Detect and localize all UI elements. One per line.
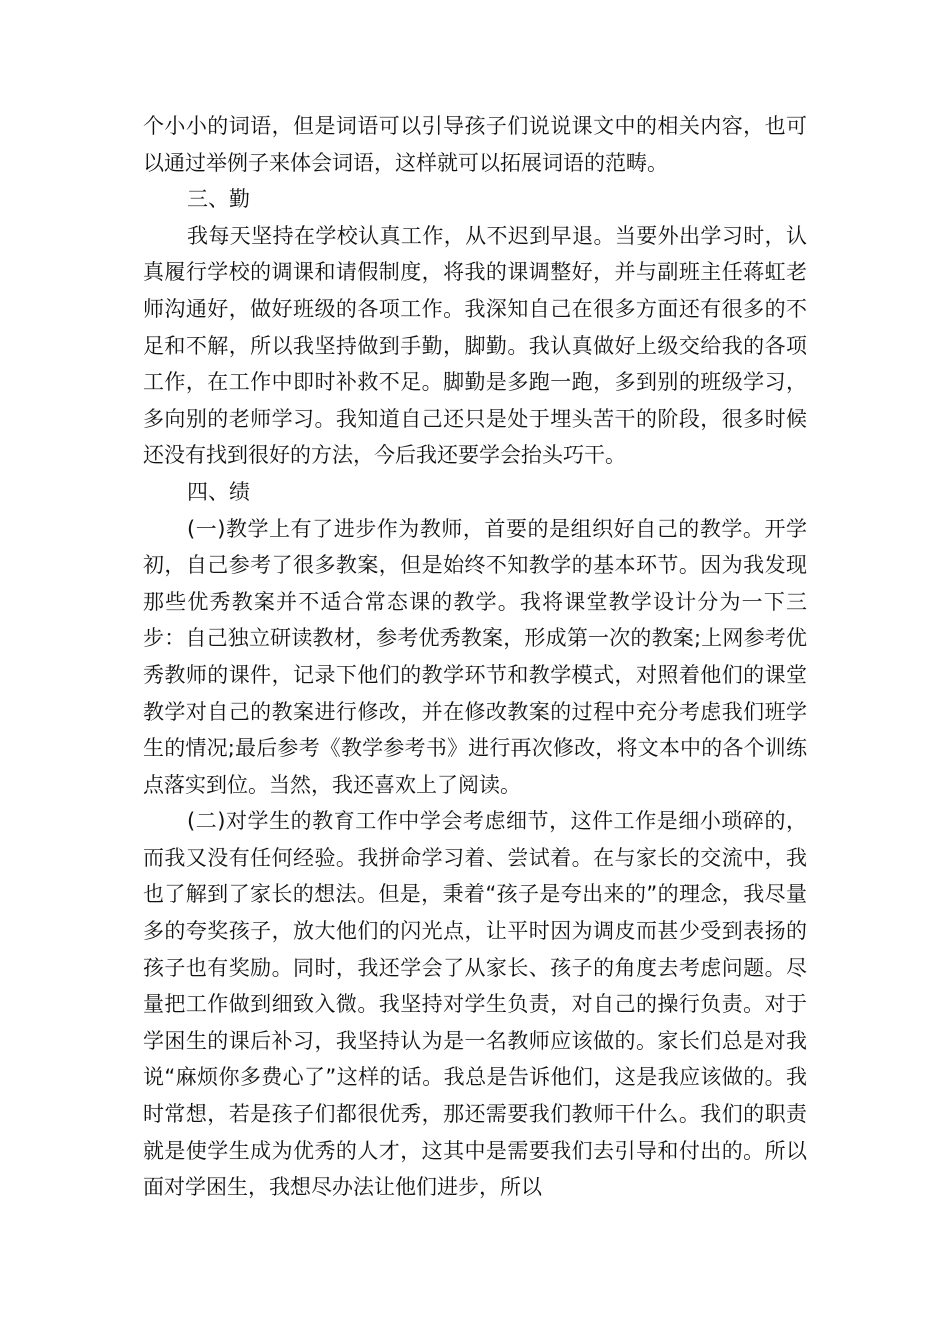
paragraph-continuation: 个小小的词语，但是词语可以引导孩子们说说课文中的相关内容，也可以通过举例子来体会词语，这样就可以拓展词语的范畴。 [143,114,807,175]
paragraph-qin: 我每天坚持在学校认真工作，从不迟到早退。当要外出学习时，认真履行学校的调课和请假制度，将我的课调整好，并与副班主任蒋虹老师沟通好，做好班级的各项工作。我深知自己在很多方面还有很多的不足和不解，所以我坚持做到手勤，脚勤。我认真做好上级交给我的各项工作，在工作中即时补救不足。脚勤是多跑一跑，多到别的班级学习，多向别的老师学习。我知道自己还只是处于埋头苦干的阶段，很多时候还没有找到很好的方法，今后我还要学会抬头巧干。 [143,223,807,468]
paragraph-student-education: (二)对学生的教育工作中学会考虑细节，这件工作是细小琐碎的，而我又没有任何经验。我拼命学习着、尝试着。在与家长的交流中，我也了解到了家长的想法。但是，秉着“孩子是夸出来的”的理念，我尽量多的夸奖孩子，放大他们的闪光点，让平时因为调皮而甚少受到表扬的孩子也有奖励。同时，我还学会了从家长、孩子的角度去考虑问题。尽量把工作做到细致入微。我坚持对学生负责，对自己的操行负责。对于学困生的课后补习，我坚持认为是一名教师应该做的。家长们总是对我说“麻烦你多费心了”这样的话。我总是告诉他们，这是我应该做的。我时常想，若是孩子们都很优秀，那还需要我们教师干什么。我们的职责就是使学生成为优秀的人才，这其中是需要我们去引导和付出的。所以面对学困生，我想尽办法让他们进步，所以 [143,809,807,1200]
section-heading-qin: 三、勤 [187,187,250,212]
section-heading-ji: 四、绩 [187,479,250,504]
document-body [143,108,807,1206]
paragraph-teaching: (一)教学上有了进步作为教师，首要的是组织好自己的教学。开学初，自己参考了很多教案，但是始终不知教学的基本环节。因为我发现那些优秀教案并不适合常态课的教学。我将课堂教学设计分为一下三步：自己独立研读教材，参考优秀教案，形成第一次的教案;上网参考优秀教师的课件，记录下他们的教学环节和教学模式，对照着他们的课堂教学对自己的教案进行修改，并在修改教案的过程中充分考虑我们班学生的情况;最后参考《教学参考书》进行再次修改，将文本中的各个训练点落实到位。当然，我还喜欢上了阅读。 [143,516,807,797]
